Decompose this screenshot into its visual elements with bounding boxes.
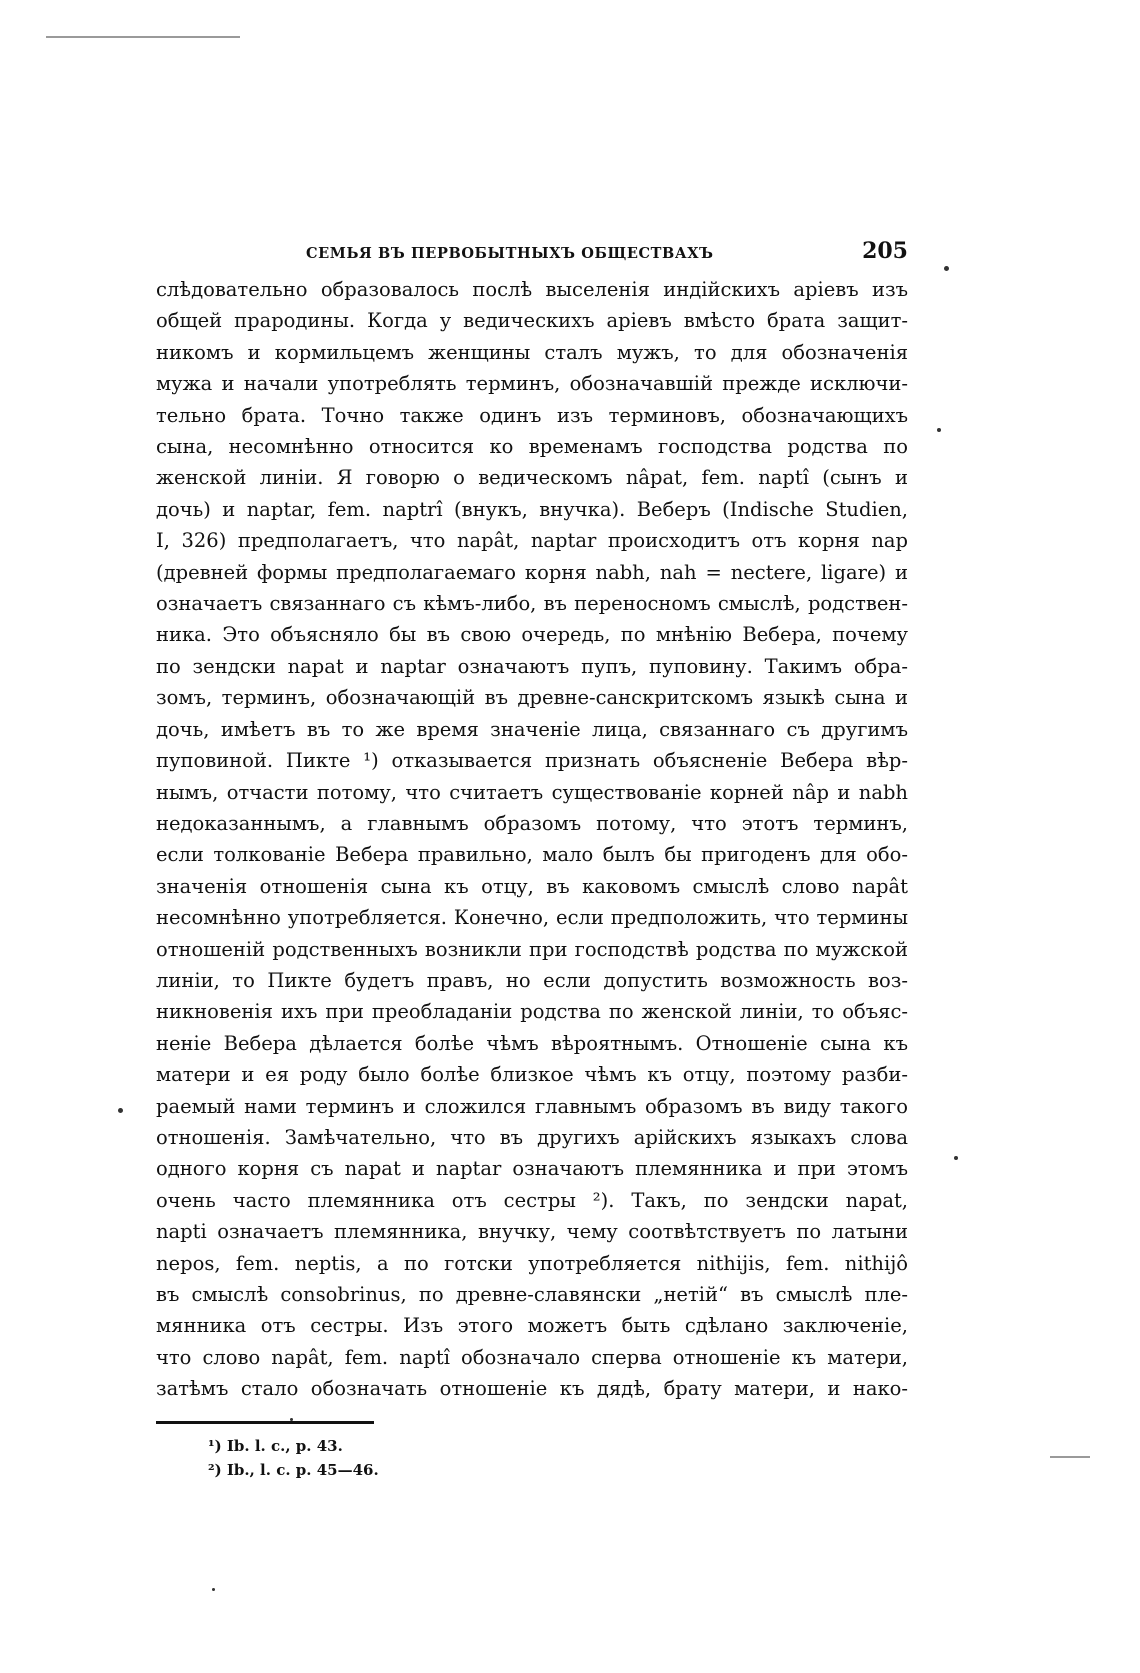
footnote-2: ²) Ib., l. c. p. 45—46. — [208, 1460, 379, 1479]
text-line: мянника отъ сестры. Изъ этого можетъ быть сдѣлано заключеніе, — [156, 1314, 908, 1338]
scan-speck — [212, 1588, 215, 1591]
scan-speck — [954, 1156, 958, 1160]
scan-speck — [937, 428, 941, 432]
text-line: раемый нами терминъ и сложился главнымъ образомъ въ виду такого — [156, 1094, 908, 1118]
text-line: одного корня съ napat и naptar означаютъ племянника и при этомъ — [156, 1157, 908, 1181]
text-line: затѣмъ стало обозначать отношеніе къ дядѣ, брату матери, и нако- — [156, 1377, 908, 1401]
page-number: 205 — [862, 238, 908, 264]
text-line: дочь) и naptar, fem. naptrî (внукъ, внучка). Веберъ (Indische Studien, — [156, 497, 908, 521]
text-line: если толкованіе Вебера правильно, мало былъ бы пригоденъ для обо- — [156, 843, 908, 867]
text-line: ника. Это объясняло бы въ свою очередь, по мнѣнію Вебера, почему — [156, 623, 908, 647]
text-line: сына, несомнѣнно относится ко временамъ господства родства по — [156, 435, 908, 459]
text-line: нымъ, отчасти потому, что считаетъ существованіе корней nâp и nabh — [156, 780, 908, 804]
text-line: мужа и начали употреблять терминъ, обозначавшій прежде исключи- — [156, 372, 908, 396]
running-title: СЕМЬЯ ВЪ ПЕРВОБЫТНЫХЪ ОБЩЕСТВАХЪ — [306, 245, 714, 262]
text-line: женской линіи. Я говорю о ведическомъ nâpat, fem. naptî (сынъ и — [156, 466, 908, 490]
text-line: очень часто племянника отъ сестры ²). Такъ, по зендски napat, — [156, 1188, 908, 1212]
scan-speck — [944, 266, 949, 271]
text-line: слѣдовательно образовалось послѣ выселенія индійскихъ аріевъ изъ — [156, 278, 908, 301]
text-line: недоказаннымъ, а главнымъ образомъ потому, что этотъ терминъ, — [156, 811, 908, 835]
scan-edge-line — [46, 36, 240, 38]
running-header — [156, 238, 908, 274]
text-line: матери и ея роду было болѣе близкое чѣмъ къ отцу, поэтому разби- — [156, 1063, 908, 1087]
text-line: никновенія ихъ при преобладаніи родства по женской линіи, то объяс- — [156, 1000, 908, 1024]
text-line: отношенія. Замѣчательно, что въ другихъ арійскихъ языкахъ слова — [156, 1125, 908, 1149]
text-line: пуповиной. Пикте ¹) отказывается признать объясненіе Вебера вѣр- — [156, 749, 908, 773]
text-line: въ смыслѣ consobrinus, по древне-славянски „нетій“ въ смыслѣ пле- — [156, 1283, 908, 1306]
book-page — [156, 238, 908, 1482]
text-line: зомъ, терминъ, обозначающій въ древне-санскритскомъ языкѣ сына и — [156, 686, 908, 710]
scan-edge-line-right — [1050, 1456, 1090, 1458]
text-line: napti означаетъ племянника, внучку, чему соотвѣтствуетъ по латыни — [156, 1220, 908, 1244]
text-line: дочь, имѣетъ въ то же время значеніе лица, связаннаго съ другимъ — [156, 717, 908, 741]
text-line: несомнѣнно употребляется. Конечно, если предположить, что термины — [156, 906, 908, 930]
footnote-divider — [156, 1421, 374, 1424]
text-line: I, 326) предполагаетъ, что napât, naptar происходитъ отъ корня nap — [156, 529, 908, 553]
text-line: означаетъ связаннаго съ кѣмъ-либо, въ переносномъ смыслѣ, родствен- — [156, 592, 908, 616]
scan-speck — [118, 1108, 123, 1113]
text-line: nepos, fem. neptis, а по готски употребляется nithijis, fem. nithijô — [156, 1251, 908, 1275]
footnote-1: ¹) Ib. l. c., p. 43. — [208, 1436, 343, 1455]
text-line: по зендски napat и naptar означаютъ пупъ, пуповину. Такимъ обра- — [156, 654, 908, 678]
scan-speck — [290, 1418, 293, 1421]
text-line: линіи, то Пикте будетъ правъ, но если допустить возможность воз- — [156, 968, 908, 992]
text-line: неніе Вебера дѣлается болѣе чѣмъ вѣроятнымъ. Отношеніе сына къ — [156, 1031, 908, 1055]
text-line: что слово napât, fem. naptî обозначало сперва отношеніе къ матери, — [156, 1345, 908, 1369]
text-line: тельно брата. Точно также одинъ изъ терминовъ, обозначающихъ — [156, 403, 908, 427]
text-line: значенія отношенія сына къ отцу, въ каковомъ смыслѣ слово napât — [156, 874, 908, 898]
text-line: никомъ и кормильцемъ женщины сталъ мужъ, то для обозначенія — [156, 340, 908, 364]
text-line: общей прародины. Когда у ведическихъ аріевъ вмѣсто брата защит- — [156, 309, 908, 333]
text-line: (древней формы предполагаемаго корня nabh, nah = nectere, ligare) и — [156, 560, 908, 584]
body-text — [156, 274, 908, 1405]
text-line: отношеній родственныхъ возникли при господствѣ родства по мужской — [156, 937, 908, 961]
